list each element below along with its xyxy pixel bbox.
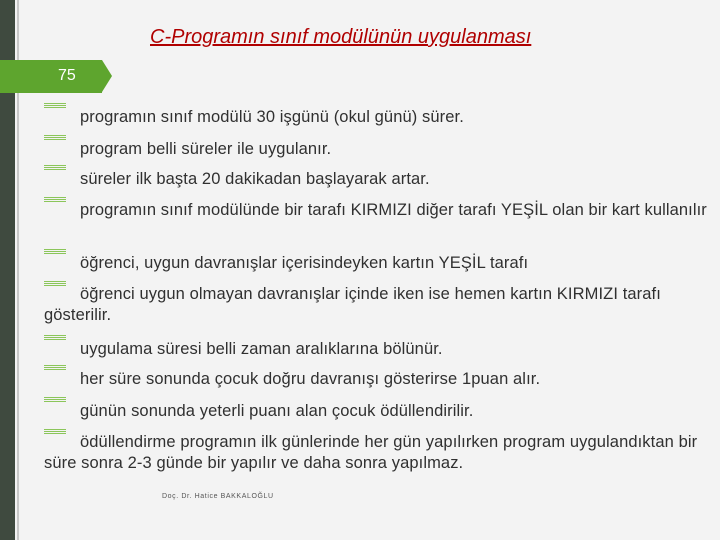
list-item-text: programın sınıf modülü 30 işgünü (okul günü) sürer. [80,108,464,126]
list-item-text: program belli süreler ile uygulanır. [80,140,332,158]
triple-line-bullet-icon [44,365,66,370]
triple-line-bullet-icon [44,135,66,140]
page-number-tab [0,60,102,93]
page-number: 75 [58,67,76,84]
list-item [44,200,709,220]
list-item [44,284,709,326]
triple-line-bullet-icon [44,281,66,286]
footer-author: Doç. Dr. Hatice BAKKALOĞLU [162,493,274,500]
list-item [44,138,709,160]
triple-line-bullet-icon [44,165,66,170]
triple-line-bullet-icon [44,335,66,340]
list-item [44,432,709,474]
list-item [44,338,709,360]
list-item [44,400,709,422]
list-item-text: süreler ilk başta 20 dakikadan başlayarak artar. [80,170,430,188]
list-item-text: programın sınıf modülünde bir tarafı KIRMIZI diğer tarafı YEŞİL olan bir kart kullanılır [80,201,707,219]
triple-line-bullet-icon [44,197,66,202]
list-item-text: öğrenci, uygun davranışlar içerisindeyken kartın YEŞİL tarafı [80,254,529,272]
triple-line-bullet-icon [44,429,66,434]
triple-line-bullet-icon [44,397,66,402]
list-item-text: uygulama süresi belli zaman aralıklarına bölünür. [80,340,443,358]
list-item-text: ödüllendirme programın ilk günlerinde her gün yapılırken program uygulandıktan bir süre sonra 2-3 günde bir yapılır ve daha sonra yapılmaz. [44,433,698,472]
list-item-text: her süre sonunda çocuk doğru davranışı gösterirse 1puan alır. [80,370,541,388]
slide-title: C-Programın sınıf modülünün uygulanması [150,26,532,48]
list-item [44,252,709,274]
list-item-text: öğrenci uygun olmayan davranışlar içinde iken ise hemen kartın KIRMIZI tarafı gösterilir. [44,285,661,324]
list-item [44,106,709,128]
triple-line-bullet-icon [44,249,66,254]
list-item [44,168,709,190]
page-number-tab-arrow [102,60,112,92]
list-item [44,368,709,390]
list-item-text: günün sonunda yeterli puanı alan çocuk ödüllendirilir. [80,402,474,420]
triple-line-bullet-icon [44,103,66,108]
